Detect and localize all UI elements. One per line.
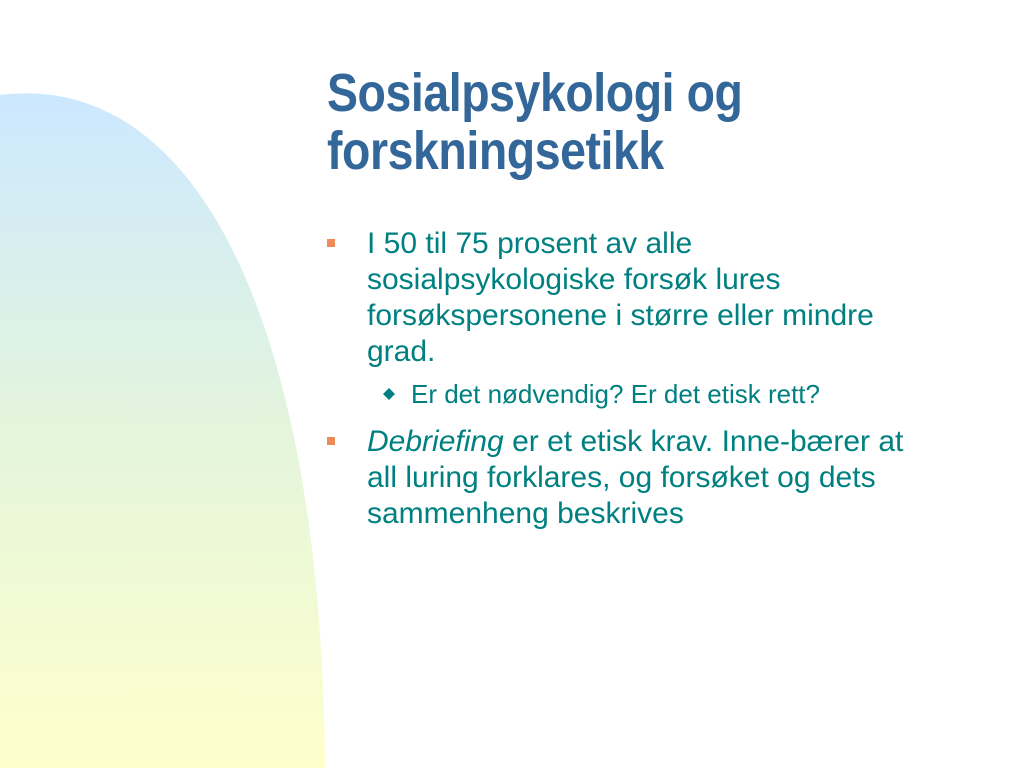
title-line-1: Sosialpsykologi og	[327, 63, 743, 123]
sub-bullet-text-1: Er det nødvendig? Er det etisk rett?	[411, 379, 820, 409]
slide-body	[326, 226, 966, 540]
square-bullet-icon	[327, 437, 335, 445]
diamond-bullet-icon	[383, 388, 395, 400]
bullet-text-1: I 50 til 75 prosent av alle sosialpsykologiske forsøk lures forsøkspersonene i større eller mindre grad.	[367, 227, 874, 368]
square-bullet-icon	[327, 239, 335, 247]
bullet-italic-term: Debriefing	[367, 425, 504, 458]
bullet-item-1	[326, 226, 927, 370]
bullet-text-2: er et etisk krav. Inne-bærer at all luring forklares, og forsøket og dets sammenheng beskrives	[367, 425, 904, 530]
sub-bullet-item-1	[326, 378, 1011, 410]
slide-title	[327, 64, 912, 180]
bullet-item-2	[326, 424, 925, 532]
title-line-2: forskningsetikk	[327, 121, 664, 181]
